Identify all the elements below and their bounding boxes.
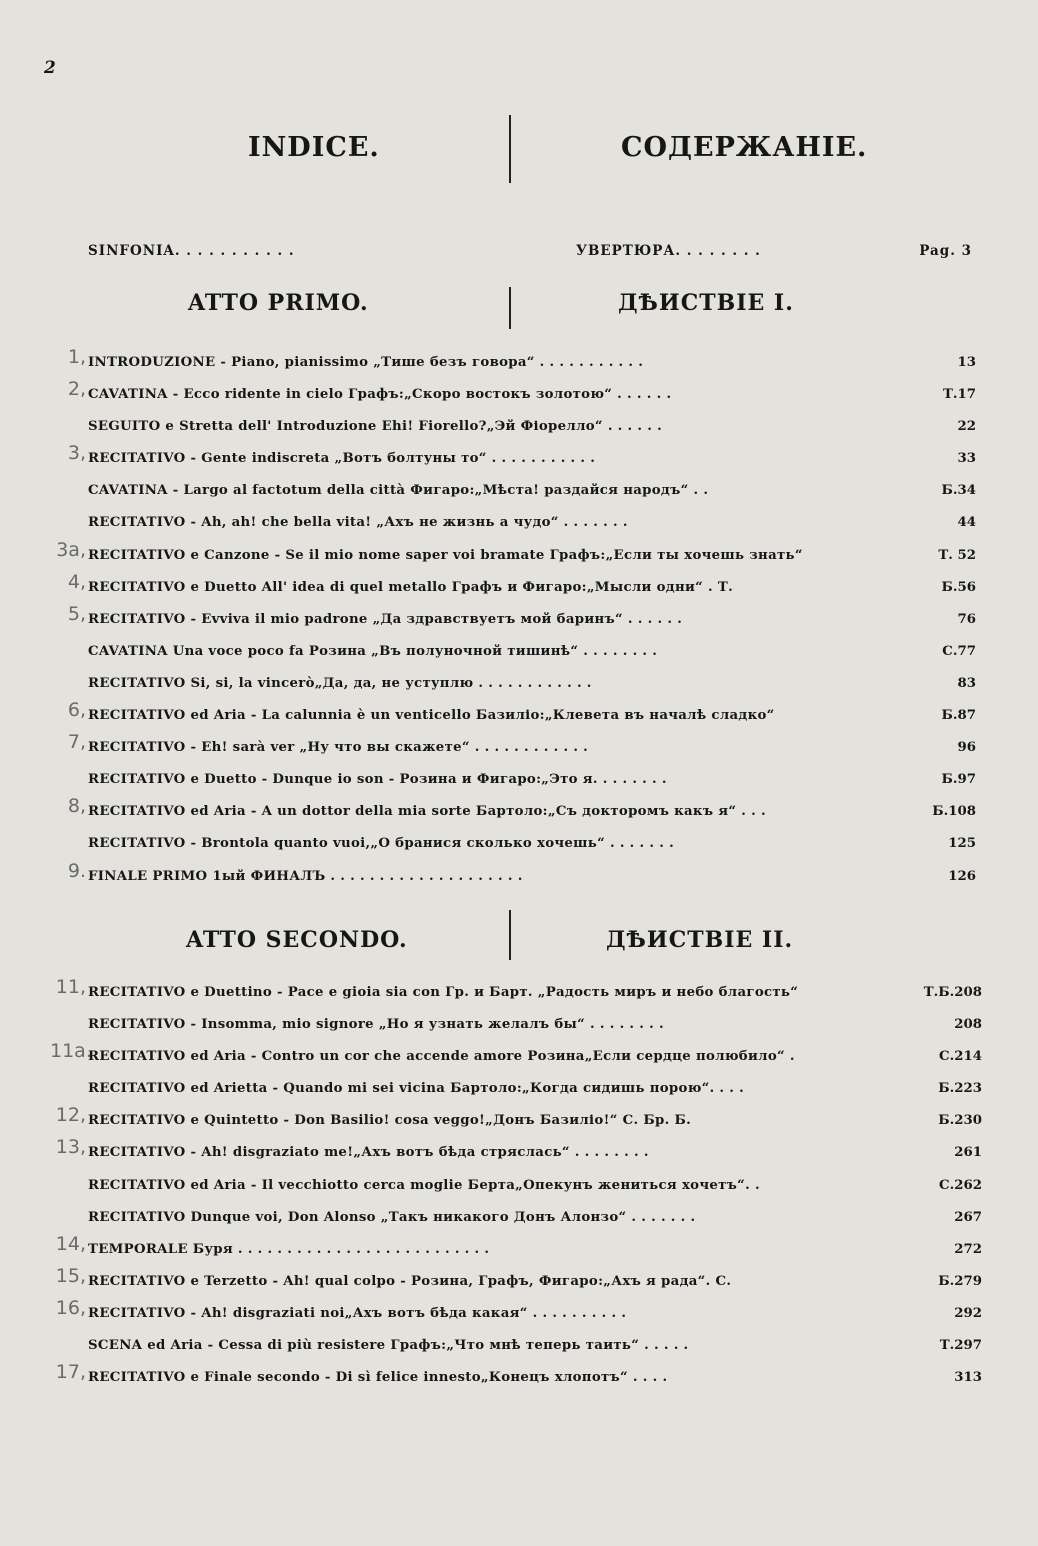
entry-page: С.77 <box>934 644 976 659</box>
list-item <box>55 1361 982 1397</box>
list-item <box>88 414 976 446</box>
entry-page: 267 <box>946 1210 982 1225</box>
entry-title: FINALE PRIMO 1ый ФИНАЛЪ . . . . . . . . . . . . . . . . . . . . <box>88 868 523 884</box>
entry-page: 96 <box>949 740 976 755</box>
entry-page: 33 <box>949 451 976 466</box>
list-item <box>55 1136 982 1172</box>
entry-page: 22 <box>949 419 976 434</box>
entry-title: RECITATIVO - Gente indiscreta „Вотъ болтуны то“ . . . . . . . . . . . <box>88 451 596 467</box>
act2-title-russian: ДѢИСТВІЕ II. <box>606 927 794 953</box>
list-item <box>67 602 976 639</box>
handwritten-number: 17, <box>55 1361 86 1384</box>
entry-title: RECITATIVO e Duetto - Dunque io son - Розина и Фигаро:„Это я. . . . . . . . <box>88 772 667 788</box>
entry-title: RECITATIVO - Evviva il mio padrone „Да здравствуетъ мой баринъ“ . . . . . . <box>88 611 683 627</box>
handwritten-number: 14, <box>55 1232 86 1255</box>
list-item <box>88 1333 982 1365</box>
entry-title: RECITATIVO ed Arietta - Quando mi sei vicina Бартоло:„Когда сидишь порою“. . . . <box>88 1081 745 1097</box>
entry-title: RECITATIVO - Ah! disgraziati noi„Ахъ вотъ бѣда какая“ . . . . . . . . . . <box>88 1305 627 1321</box>
entry-title: RECITATIVO - Ah! disgraziato me!„Ахъ вотъ бѣда стряслась“ . . . . . . . . <box>88 1145 649 1161</box>
list-item <box>67 731 976 767</box>
list-item <box>67 859 976 896</box>
entry-page: Т. 52 <box>930 548 976 563</box>
entry-page: Т.Б.208 <box>916 985 982 1000</box>
entry-title: RECITATIVO ed Aria - Il vecchiotto cerca moglie Берта„Опекунъ жениться хочетъ“. . <box>88 1177 760 1193</box>
list-item <box>67 795 976 831</box>
list-item <box>88 1173 982 1205</box>
entry-page: Б.230 <box>930 1113 982 1128</box>
handwritten-number: 4, <box>67 570 86 593</box>
list-item <box>88 478 976 510</box>
entry-page: Б.97 <box>934 772 977 787</box>
entry-title: TEMPORALE Буря . . . . . . . . . . . . . . . . . . . . . . . . . . <box>88 1241 490 1257</box>
entry-title: RECITATIVO e Duetto All' idea di quel metallo Графъ и Фигаро:„Мысли одни“ . Т. <box>88 579 733 595</box>
page-number: 2 <box>44 58 56 78</box>
list-item <box>88 831 976 863</box>
list-item <box>88 1012 982 1044</box>
entry-page: С.214 <box>931 1049 982 1064</box>
handwritten-number: 7, <box>67 731 86 754</box>
list-item <box>56 538 976 575</box>
entry-title: RECITATIVO e Duettino - Pace e gioia sia con Гр. и Барт. „Радость миръ и небо благость“ <box>88 985 799 1000</box>
handwritten-number: 11а. <box>50 1040 92 1063</box>
index-title-italian: INDICE. <box>248 132 380 163</box>
entry-title: CAVATINA - Ecco ridente in cielo Графъ:„Скоро востокъ золотою“ . . . . . . <box>88 387 672 403</box>
act2-title-italian: ATTO SECONDO. <box>186 927 408 953</box>
handwritten-number: 9. <box>67 859 86 882</box>
list-item <box>88 1076 982 1108</box>
handwritten-number: 8, <box>67 795 86 818</box>
entry-page: 272 <box>946 1242 982 1257</box>
entry-page: 208 <box>946 1017 982 1032</box>
handwritten-number: 3а, <box>56 538 86 561</box>
entry-page: 126 <box>940 869 976 884</box>
entry-title: RECITATIVO - Insomma, mio signore „Но я узнать желалъ бы“ . . . . . . . . <box>88 1017 664 1033</box>
handwritten-number: 3, <box>67 442 86 465</box>
sinfonia-label: SINFONIA. . . . . . . . . . . <box>88 243 295 259</box>
entry-page: С.262 <box>931 1178 982 1193</box>
entry-page: Т.17 <box>935 387 976 402</box>
index-title-russian: СОДЕРЖАНІЕ. <box>621 132 868 163</box>
entry-page: Б.34 <box>934 483 977 498</box>
handwritten-number: 12, <box>55 1104 86 1127</box>
entry-title: RECITATIVO ed Aria - Contro un cor che accende amore Розина„Если сердце полюбило“ . <box>88 1049 795 1065</box>
entry-page: 313 <box>946 1370 982 1385</box>
list-item <box>88 767 976 799</box>
list-item <box>55 1232 982 1269</box>
entry-title: RECITATIVO Dunque voi, Don Alonso „Такъ никакого Донъ Алонзо“ . . . . . . . <box>88 1209 696 1225</box>
entry-page: Б.279 <box>930 1274 982 1289</box>
sinfonia-row <box>88 243 972 263</box>
list-item <box>55 1264 982 1301</box>
entry-title: RECITATIVO e Canzone - Se il mio nome saper voi bramate Графъ:„Если ты хочешь знать“ <box>88 547 803 563</box>
entry-title: RECITATIVO e Finale secondo - Di sì felice innesto„Конецъ хлопотъ“ . . . . <box>88 1370 668 1386</box>
handwritten-number: 13, <box>55 1136 86 1159</box>
entry-page: Б.223 <box>930 1081 982 1096</box>
entry-page: 44 <box>949 515 976 530</box>
list-item <box>55 1296 982 1333</box>
act1-divider <box>509 287 511 329</box>
handwritten-number: 16, <box>55 1296 86 1319</box>
list-item <box>55 976 982 1012</box>
entry-page: 83 <box>949 676 976 691</box>
list-item <box>67 699 976 735</box>
list-item <box>88 1205 982 1237</box>
entry-title: CAVATINA Una voce poco fa Розина „Въ полуночной тишинѣ“ . . . . . . . . <box>88 643 658 659</box>
entry-page: Т.297 <box>932 1338 982 1353</box>
entry-title: RECITATIVO ed Aria - La calunnia è un venticello Базиліо:„Клевета въ началѣ сладко“ <box>88 708 775 724</box>
entry-title: RECITATIVO - Ah, ah! che bella vita! „Ахъ не жизнь а чудо“ . . . . . . . <box>88 515 628 531</box>
entry-page: Б.108 <box>924 804 976 819</box>
list-item <box>88 639 976 671</box>
act1-title-italian: ATTO PRIMO. <box>188 290 369 316</box>
entry-page: Б.56 <box>934 580 977 595</box>
header-divider <box>509 115 511 183</box>
entry-title: SEGUITO e Stretta dell' Introduzione Ehi! Fiorello?„Эй Фіорелло“ . . . . . . <box>88 419 663 435</box>
handwritten-number: 5, <box>67 602 86 625</box>
handwritten-number: 6, <box>67 699 86 722</box>
act2-contents <box>50 976 982 1397</box>
list-item <box>88 671 976 703</box>
entry-page: 292 <box>946 1306 982 1321</box>
overture-label: УВЕРТЮРА. . . . . . . . <box>576 243 761 259</box>
act1-contents <box>56 346 976 896</box>
list-item <box>67 378 976 414</box>
handwritten-number: 1, <box>67 346 86 368</box>
entry-title: RECITATIVO ed Aria - A un dottor della mia sorte Бартоло:„Съ докторомъ какъ я“ . . . <box>88 804 766 820</box>
list-item <box>55 1104 982 1140</box>
list-item <box>67 570 976 607</box>
handwritten-number: 11, <box>55 976 86 998</box>
entry-page: 13 <box>949 355 976 370</box>
entry-page: 125 <box>940 836 976 851</box>
handwritten-number: 15, <box>55 1264 86 1287</box>
entry-title: CAVATINA - Largo al factotum della città Фигаро:„Мѣста! раздайся народъ“ . . <box>88 483 709 499</box>
entry-title: RECITATIVO e Terzetto - Ah! qual colpo - Розина, Графъ, Фигаро:„Ахъ я рада“. С. <box>88 1273 732 1289</box>
entry-title: RECITATIVO - Brontola quanto vuoi,„О бранися сколько хочешь“ . . . . . . . <box>88 836 675 852</box>
list-item <box>88 510 976 542</box>
act2-divider <box>509 910 511 960</box>
sinfonia-page: Pag. 3 <box>919 243 972 259</box>
act1-title-russian: ДѢИСТВІЕ I. <box>618 290 794 316</box>
entry-page: 76 <box>949 612 976 627</box>
entry-title: INTRODUZIONE - Piano, pianissimo „Тише безъ говора“ . . . . . . . . . . . <box>88 355 644 370</box>
entry-title: RECITATIVO e Quintetto - Don Basilio! cosa veggo!„Донъ Базиліо!“ С. Бр. Б. <box>88 1113 692 1129</box>
list-item <box>67 442 976 478</box>
entry-title: RECITATIVO Si, si, la vincerò„Да, да, не уступлю . . . . . . . . . . . . <box>88 675 592 691</box>
entry-title: RECITATIVO - Eh! sarà ver „Ну что вы скажете“ . . . . . . . . . . . . <box>88 740 589 756</box>
list-item <box>50 1040 982 1076</box>
handwritten-number: 2, <box>67 378 86 401</box>
entry-page: 261 <box>946 1145 982 1160</box>
list-item <box>67 346 976 382</box>
entry-page: Б.87 <box>934 708 977 723</box>
entry-title: SCENA ed Aria - Cessa di più resistere Графъ:„Что мнѣ теперь таить“ . . . . . <box>88 1338 689 1354</box>
